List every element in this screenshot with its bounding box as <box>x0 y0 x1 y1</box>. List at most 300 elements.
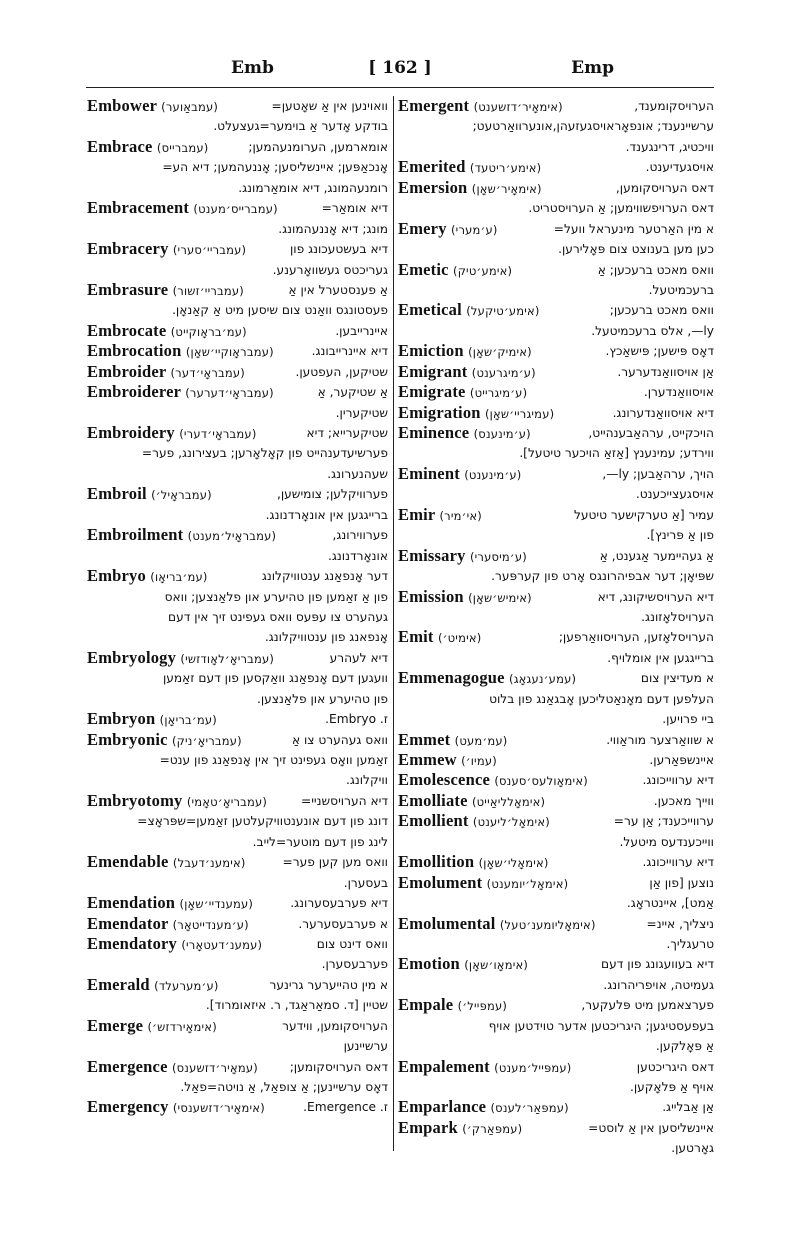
continuation-line <box>87 627 388 647</box>
yiddish-definition: פון טהיערע און פלאַנצען. <box>256 691 388 706</box>
headword-text: Emission <box>398 586 464 606</box>
entry-line <box>398 178 714 198</box>
headword-text: Emit <box>398 627 434 647</box>
yiddish-definition: שטיקערייא; דיא <box>306 426 388 440</box>
headword <box>87 341 274 362</box>
yiddish-definition: דיא הערויסשניי= <box>300 793 388 808</box>
yiddish-definition: נוצען [פון אַן <box>649 875 714 890</box>
pronunciation: (עמפּייל׳) <box>457 999 508 1014</box>
headword-text: Emolescence <box>398 770 490 790</box>
headword-text: Emergent <box>398 96 470 115</box>
pronunciation: (ע׳מענדייטאָר) <box>172 917 249 932</box>
headword <box>87 566 208 587</box>
entry-line <box>87 852 388 872</box>
yiddish-definition: הערויסקומען, ווידער <box>282 1018 388 1033</box>
continuation-line <box>87 443 388 463</box>
continuation-line <box>398 1016 714 1036</box>
pronunciation: (עמפּייל׳מענט) <box>494 1060 572 1075</box>
yiddish-definition: אויסגעדיענט. <box>645 160 714 175</box>
headword <box>398 791 545 812</box>
entry-line <box>87 1016 388 1036</box>
headword <box>87 1097 265 1118</box>
headword <box>398 423 531 444</box>
headword <box>87 525 276 546</box>
yiddish-definition: אַ שטיקער, אַ <box>317 385 388 400</box>
entry-line <box>87 137 388 157</box>
yiddish-definition: דער אָנפאַנג ענטוויקלונג <box>261 569 388 584</box>
yiddish-definition: שטיין [ד. סמאַראַגד, ר. איזאומרוד]. <box>205 998 388 1013</box>
headword-text: Emolumental <box>398 913 496 933</box>
yiddish-definition: ז. Embryo. <box>325 712 388 727</box>
continuation-line <box>87 607 388 627</box>
headword-text: Embrocate <box>87 320 167 340</box>
continuation-line <box>398 832 714 852</box>
pronunciation: (אימיש׳שאָן) <box>468 590 532 605</box>
headword <box>398 157 541 178</box>
headword-text: Embryon <box>87 709 156 729</box>
headword <box>398 587 532 608</box>
headword <box>87 137 208 158</box>
continuation-line <box>398 137 714 157</box>
continuation-line <box>398 975 714 995</box>
right-guide-word: Emp <box>571 58 614 78</box>
yiddish-definition: הויכקייט, ערהאַבענהייט, <box>588 426 714 440</box>
yiddish-definition: אַן אַבלייג. <box>662 1100 714 1115</box>
headword <box>398 770 588 791</box>
entry-line <box>87 1097 388 1117</box>
entry-line <box>398 382 714 402</box>
pronunciation: (עמיו׳) <box>461 754 497 768</box>
continuation-line <box>398 689 714 709</box>
yiddish-definition: הערויסלאָזען, הערויסוואַרפען; <box>558 630 714 645</box>
yiddish-definition: פערוויקלען; צומישען, <box>276 487 388 502</box>
headword <box>87 484 212 505</box>
yiddish-definition: א מעדיצין צום <box>640 671 714 686</box>
headword <box>398 382 527 403</box>
continuation-line <box>87 116 388 136</box>
continuation-line <box>398 1036 714 1056</box>
yiddish-definition: ly—, אלס ברעכמיטעל. <box>591 323 714 338</box>
headword-text: Empark <box>398 1117 458 1137</box>
continuation-line <box>398 280 714 300</box>
headword-text: Empalement <box>398 1056 490 1076</box>
entry-line <box>87 484 388 504</box>
yiddish-definition: וואס מען קען פער= <box>282 855 388 870</box>
headword-text: Emendable <box>87 852 169 872</box>
yiddish-definition: געמיטה, אויפריהרונג. <box>603 977 714 992</box>
yiddish-definition: דיא אומאַר= <box>321 201 388 216</box>
headword-text: Embroilment <box>87 525 184 545</box>
yiddish-definition: א פערבעסערער. <box>298 916 388 931</box>
yiddish-definition: פערשיעדענהייט פון קאָלאָרען; בעצירונג, פער= <box>141 446 388 461</box>
yiddish-definition: אָנפאנג פון ענטוויקלונג. <box>264 630 388 645</box>
yiddish-definition: ברייגגען אין אומלויף. <box>607 650 714 665</box>
pronunciation: (עמבריאָ׳לאָודזשי) <box>180 651 275 666</box>
continuation-line <box>87 546 388 566</box>
pronunciation: (עמבריי׳זשור) <box>172 283 244 298</box>
entry-line <box>398 914 714 934</box>
yiddish-definition: רומנעהמונג, דיא אומאַרמונג. <box>238 180 388 195</box>
pronunciation: (עמיגריי׳שאָן) <box>485 406 555 421</box>
entry-line <box>87 198 388 218</box>
headword-text: Emiction <box>398 341 464 361</box>
pronunciation: (עמ׳בראָוקייט) <box>170 324 247 339</box>
pronunciation: (ע׳מיסערי) <box>469 549 527 564</box>
yiddish-definition: דונג פון דעם אונענטוויקעלטען זאַמען=שפּראָצ= <box>137 814 388 829</box>
headword <box>87 914 249 935</box>
entry-line <box>87 321 388 341</box>
yiddish-definition: וויקלונג. <box>345 773 388 788</box>
headword-text: Emolliate <box>398 790 468 810</box>
pronunciation: (עמפּאַר׳לענס) <box>490 1101 569 1116</box>
yiddish-definition: אָנכאַפּען; איינשליסען; אָננעהמען; דיא הע= <box>162 160 388 175</box>
pronunciation: (עמאָיר׳דזשענס) <box>171 1060 258 1075</box>
headword-text: Emotion <box>398 954 460 974</box>
yiddish-definition: הערויסלאָזונג. <box>641 609 714 624</box>
yiddish-definition: ווייך מאכען. <box>653 793 714 808</box>
column-divider <box>393 96 394 1151</box>
headword-text: Emissary <box>398 545 466 565</box>
continuation-line <box>87 505 388 525</box>
yiddish-definition: דיא בעוועגונג פון דעם <box>601 957 714 972</box>
yiddish-definition: ביי פרויען. <box>662 712 714 727</box>
yiddish-definition: מונג; דיא אָננעהמונג. <box>278 221 388 236</box>
headword-text: Emendator <box>87 913 169 933</box>
entry-line <box>398 362 714 382</box>
entry-line <box>398 954 714 974</box>
yiddish-definition: פערצאמען מיט פּלעקער, <box>581 998 714 1013</box>
headword <box>87 648 274 669</box>
headword-text: Embroidery <box>87 423 175 442</box>
pronunciation: (עמבראָי׳דערי) <box>179 427 257 441</box>
entry-line <box>398 1118 714 1138</box>
headword-text: Emir <box>398 504 436 524</box>
yiddish-definition: איינשפּאַרען. <box>649 753 714 767</box>
continuation-line <box>398 239 714 259</box>
headword-text: Embroiderer <box>87 382 181 402</box>
headword <box>398 954 528 975</box>
continuation-line <box>398 648 714 668</box>
pronunciation: (אימאָל׳ליענט) <box>472 815 550 830</box>
headword-text: Emigration <box>398 402 481 422</box>
pronunciation: (ע׳מיגרענט) <box>471 365 536 380</box>
headword-text: Embrocation <box>87 341 182 361</box>
headword-text: Eminent <box>398 463 460 483</box>
headword <box>398 914 596 935</box>
continuation-line <box>87 587 388 607</box>
yiddish-definition: דאס הערויסקומען; <box>289 1059 388 1074</box>
headword-text: Emendatory <box>87 933 177 953</box>
continuation-line <box>398 484 714 504</box>
entry-line <box>87 96 388 116</box>
headword-text: Embryology <box>87 647 177 667</box>
headword-text: Emerited <box>398 157 466 177</box>
yiddish-definition: אַ פענסטערל אין אַ <box>288 282 388 297</box>
continuation-line <box>398 443 714 463</box>
headword <box>398 546 527 567</box>
entry-line <box>398 852 714 872</box>
yiddish-definition: וועגען דעם אָנפאַנג וואַקסען פון דעם זאַמען <box>162 671 388 686</box>
continuation-line <box>87 832 388 852</box>
headword <box>398 1118 522 1139</box>
headword-text: Embryonic <box>87 729 168 749</box>
right-column <box>398 96 714 1159</box>
entry-line <box>398 157 714 177</box>
yiddish-definition: אויף אַ פּלאָקען. <box>629 1080 714 1094</box>
entry-line <box>87 791 388 811</box>
continuation-line <box>398 116 714 136</box>
yiddish-definition: דיא ערווייכונג. <box>642 855 714 870</box>
yiddish-definition: וואס דינט צום <box>316 936 388 951</box>
headword <box>87 362 245 383</box>
continuation-line <box>398 1077 714 1097</box>
yiddish-definition: איינשליסען אין אַ לוסט= <box>588 1120 714 1135</box>
yiddish-definition: אַן אויסוואַנדערער. <box>617 364 714 379</box>
pronunciation: (עמע׳נעגאָג) <box>509 672 577 687</box>
yiddish-definition: פערווירונג, <box>332 528 388 543</box>
yiddish-definition: אַ געהיימער אַגענט, אַ <box>599 548 714 563</box>
yiddish-definition: איינרייבען. <box>335 323 388 338</box>
entry-line <box>87 239 388 259</box>
headword <box>87 791 267 812</box>
pronunciation: (ע׳מינענס) <box>473 427 531 441</box>
headword <box>87 893 253 914</box>
entry-line <box>398 505 714 525</box>
headword <box>87 239 246 260</box>
continuation-line <box>398 198 714 218</box>
pronunciation: (אימאָיר׳דזשענסי) <box>172 1101 265 1116</box>
yiddish-definition: גאָרטען. <box>671 1141 714 1156</box>
headword-text: Emersion <box>398 177 468 197</box>
headword <box>398 362 536 383</box>
headword <box>87 280 244 301</box>
headword-text: Emigrate <box>398 382 466 402</box>
continuation-line <box>87 770 388 790</box>
yiddish-definition: דיא בעשטעכונג פון <box>289 242 388 257</box>
yiddish-definition: וויכטיג, דרינגענד. <box>625 139 714 154</box>
headword <box>87 934 262 955</box>
running-header <box>86 58 714 84</box>
headword-text: Embower <box>87 96 157 115</box>
page-number: [ 162 ] <box>368 58 432 78</box>
continuation-line <box>398 566 714 586</box>
headword <box>398 668 576 689</box>
yiddish-definition: בודקע אָדער אַ בוימער=געצעלט. <box>213 119 388 134</box>
pronunciation: (עמברייס׳מענט) <box>193 202 278 217</box>
yiddish-definition: וואס געהערט צו אַ <box>291 732 388 747</box>
entry-line <box>398 403 714 423</box>
headword-text: Emparlance <box>398 1097 487 1117</box>
pronunciation: (עמברייס) <box>156 140 209 155</box>
continuation-line <box>87 873 388 893</box>
continuation-line <box>87 403 388 423</box>
pronunciation: (עמבריאָ׳ניק) <box>171 733 242 748</box>
pronunciation: (אימאָו׳שאָן) <box>464 958 529 973</box>
headword-text: Emerge <box>87 1015 144 1035</box>
continuation-line <box>87 157 388 177</box>
headword-text: Emmenagogue <box>398 668 505 688</box>
headword <box>87 198 278 219</box>
pronunciation: (אימאָולעס׳סענס) <box>494 774 588 789</box>
headword-text: Embracery <box>87 239 169 259</box>
pronunciation: (עמבאַוער) <box>161 100 219 114</box>
entry-line <box>87 341 388 361</box>
continuation-line <box>87 219 388 239</box>
headword <box>398 1097 569 1118</box>
entry-line <box>398 668 714 688</box>
continuation-line <box>87 954 388 974</box>
headword-text: Emmew <box>398 750 457 769</box>
headword-text: Empale <box>398 995 454 1015</box>
pronunciation: (ע׳מערעלד) <box>154 978 219 993</box>
entry-line <box>87 914 388 934</box>
entry-line <box>398 873 714 893</box>
pronunciation: (עמבראָי׳דער) <box>170 365 245 380</box>
yiddish-definition: דאס הערויסקומען, <box>615 180 714 195</box>
yiddish-definition: דיא הערויסשיקונג, דיא <box>597 589 714 604</box>
headword-text: Embrasure <box>87 279 169 299</box>
headword <box>398 750 497 771</box>
headword-text: Emollition <box>398 852 475 872</box>
entry-line <box>87 280 388 300</box>
yiddish-definition: דאס הערויפשווימען; אַ הערויסטריט. <box>528 201 714 216</box>
entry-line <box>398 627 714 647</box>
headword-text: Emerald <box>87 974 150 994</box>
pronunciation: (אימענ׳דעבל) <box>172 856 246 871</box>
yiddish-definition: וואוינען אין אַ שאָטען= <box>271 99 388 113</box>
entry-line <box>87 975 388 995</box>
yiddish-definition: פעסטונגס וואַנט צום שיסען מיט אַ קאַנאָן. <box>172 303 388 318</box>
yiddish-definition: דיא אויסוואַנדערונג. <box>612 405 714 420</box>
yiddish-definition: דאָס פּישען; פּישאַכץ. <box>605 344 714 359</box>
yiddish-definition: א מין האַרטער מינעראל וועל= <box>553 221 714 236</box>
yiddish-definition: א שוואַרצער מוראַווי. <box>606 732 714 747</box>
yiddish-definition: אויסגעצייכענט. <box>635 487 714 502</box>
entry-line <box>398 341 714 361</box>
left-column <box>87 96 388 1118</box>
entry-line <box>87 893 388 913</box>
continuation-line <box>398 321 714 341</box>
yiddish-definition: פון אַ פּרינץ]. <box>646 528 714 543</box>
yiddish-definition: ברעכמיטעל. <box>648 282 714 297</box>
pronunciation: (אימיק׳שאָן) <box>468 345 532 360</box>
pronunciation: (אימאָליומענ׳טעל) <box>499 917 596 932</box>
headword-text: Emetic <box>398 259 449 279</box>
entry-line <box>398 1097 714 1117</box>
headword-text: Emigrant <box>398 361 468 381</box>
pronunciation: (אימיט׳) <box>437 631 482 646</box>
headword <box>398 300 540 321</box>
pronunciation: (אי׳מיר) <box>439 508 482 523</box>
yiddish-definition: אונאָרדנונג. <box>327 548 388 563</box>
yiddish-definition: דאס היגריכטען <box>636 1059 714 1074</box>
continuation-line <box>87 811 388 831</box>
yiddish-definition: דאָס ערשיינען; אַ צופאַל, אַ נויטה=פאַל. <box>180 1080 388 1094</box>
headword-text: Emollient <box>398 811 469 831</box>
headword <box>87 709 217 730</box>
yiddish-definition: ערווייכענד; אַן ער= <box>613 814 714 829</box>
yiddish-definition: העלפען דעם מאָנאַטליכען אָבגאַנג פון בלוט <box>489 691 714 706</box>
entry-line <box>87 709 388 729</box>
headword <box>87 321 247 342</box>
yiddish-definition: ברייגגען אין אונאָרדנונג. <box>265 507 388 522</box>
yiddish-definition: אַ פּאָלקען. <box>655 1039 714 1054</box>
pronunciation: (עמבראָוקיי׳שאָן) <box>185 345 274 360</box>
yiddish-definition: שטיקען, העפטען. <box>295 364 388 379</box>
entry-line <box>398 96 714 116</box>
yiddish-definition: ניצליך, איינ= <box>646 916 714 931</box>
entry-line <box>398 791 714 811</box>
headword-text: Emergence <box>87 1056 168 1076</box>
headword-text: Emetical <box>398 300 462 320</box>
yiddish-definition: שטיקערין. <box>335 405 388 420</box>
pronunciation: (עמבראָיל׳) <box>151 488 212 503</box>
headword <box>87 423 257 444</box>
pronunciation: (עמבריי׳סערי) <box>172 243 247 258</box>
pronunciation: (אימאָירדזש׳) <box>147 1019 217 1034</box>
continuation-line <box>398 893 714 913</box>
continuation-line <box>398 525 714 545</box>
continuation-line <box>87 178 388 198</box>
continuation-line <box>87 300 388 320</box>
headword-text: Emendation <box>87 893 176 913</box>
pronunciation: (ע׳מינענט) <box>464 467 522 482</box>
headword <box>398 505 482 526</box>
header-rule <box>86 87 714 88</box>
yiddish-definition: עמיר [אַ טערקישער טיטעל <box>573 507 714 522</box>
continuation-line <box>87 689 388 709</box>
yiddish-definition: געריכטס געשוואָרענע. <box>272 262 388 277</box>
headword <box>398 730 507 751</box>
headword-text: Emolument <box>398 872 483 892</box>
yiddish-definition: וואס מאכט ברעכען; <box>609 303 714 318</box>
continuation-line <box>87 995 388 1015</box>
yiddish-definition: שפּיאָן; דער אבפיהרונגס אָרט פון קערפּער. <box>491 569 714 584</box>
pronunciation: (עמענ׳דעטאָרי) <box>181 937 263 952</box>
entry-line <box>87 382 388 402</box>
continuation-line <box>87 1036 388 1056</box>
continuation-line <box>87 260 388 280</box>
headword <box>398 1057 571 1078</box>
continuation-line <box>87 668 388 688</box>
entry-line <box>87 423 388 443</box>
pronunciation: (ע׳מיגרייט) <box>469 386 528 401</box>
pronunciation: (עמבראָיל׳מענט) <box>187 529 277 544</box>
entry-line <box>87 1057 388 1077</box>
headword-text: Embrace <box>87 136 153 156</box>
headword-text: Embroil <box>87 484 147 504</box>
headword-text: Emergency <box>87 1097 169 1117</box>
headword <box>398 627 481 648</box>
entry-line <box>398 1057 714 1077</box>
yiddish-definition: דיא ערווייכונג. <box>642 773 714 788</box>
headword <box>398 260 512 281</box>
headword-text: Embryo <box>87 566 146 586</box>
yiddish-definition: א מין טהייערער גרינער <box>269 977 388 992</box>
headword <box>398 341 532 362</box>
headword <box>87 730 242 751</box>
entry-line <box>398 546 714 566</box>
headword <box>87 975 219 996</box>
pronunciation: (אימע׳ריטעד) <box>469 161 542 176</box>
yiddish-definition: פון אַ זאַמען פון טהיערע און פלאַנצען; וואס <box>164 589 388 604</box>
yiddish-definition: בעסערן. <box>343 875 388 890</box>
yiddish-definition: ז. Emergence. <box>303 1100 388 1115</box>
entry-line <box>398 300 714 320</box>
continuation-line <box>87 1077 388 1097</box>
continuation-line <box>87 464 388 484</box>
yiddish-definition: זאַמען וואָס געפינט זיך אין אָנפאַנג פון ענט= <box>159 753 388 767</box>
